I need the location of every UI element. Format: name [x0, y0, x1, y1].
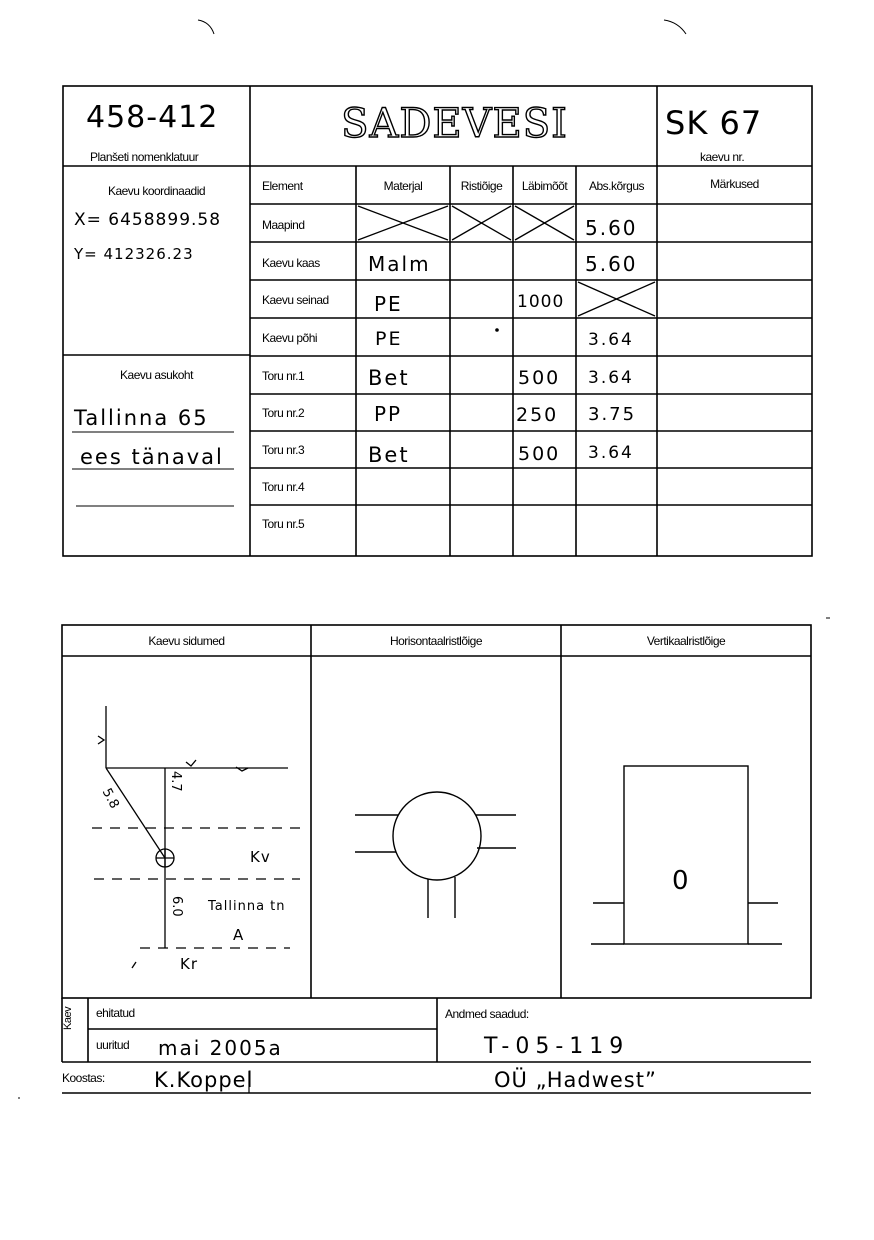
dimension-bottom: 6.0: [169, 896, 184, 917]
cell-material: PE: [374, 292, 403, 316]
dimension-right: 4.7: [168, 771, 183, 792]
col-header-elevation: Abs.kõrgus: [588, 179, 645, 193]
col-header-material: Materjal: [383, 179, 423, 193]
row-label: Toru nr.1: [262, 369, 305, 383]
cell-elevation: 5.60: [585, 216, 638, 240]
col-header-cross: Ristiõige: [460, 179, 503, 193]
cell-diameter: 500: [518, 443, 561, 465]
location-sketch: [92, 706, 306, 968]
coordinate-x: X= 6458899.58: [74, 210, 222, 230]
street-label: Tallinna tn: [208, 899, 286, 914]
cell-elevation: 3.75: [588, 404, 637, 425]
kr-label: Kr: [180, 955, 199, 973]
well-number-label: kaevu nr.: [700, 150, 745, 164]
cell-material: PE: [375, 328, 403, 350]
built-label: ehitatud: [96, 1006, 135, 1020]
company-value: OÜ „Hadwest”: [494, 1068, 657, 1092]
row-label: Toru nr.2: [262, 406, 305, 420]
cell-material: PP: [374, 402, 403, 426]
compiled-label: Koostas:: [62, 1071, 105, 1085]
data-source-value: T-05-119: [484, 1034, 630, 1059]
sketch-header-location: Kaevu sidumed: [148, 634, 225, 648]
vertical-section-symbol: 0: [672, 866, 689, 896]
dimension-left: 5.8: [98, 786, 122, 812]
cell-elevation: 3.64: [588, 330, 634, 350]
nomenclature-value: 458-412: [86, 100, 219, 135]
horizontal-section-drawing: [355, 792, 516, 918]
row-label: Toru nr.5: [262, 517, 305, 531]
cell-elevation: 3.64: [588, 443, 634, 463]
footer-side-label: Kaev: [62, 1006, 74, 1030]
row-label: Maapind: [262, 218, 305, 232]
row-label: Toru nr.4: [262, 480, 305, 494]
col-header-element: Element: [262, 179, 303, 193]
page-title: SADEVESI: [341, 101, 568, 147]
vertical-section-drawing: [591, 766, 782, 944]
cell-diameter: 1000: [517, 292, 565, 312]
compiled-value: K.Koppel: [154, 1068, 254, 1092]
col-header-diameter: Läbimõõt: [521, 179, 568, 193]
col-header-notes: Märkused: [710, 177, 759, 191]
coordinate-y: Y= 412326.23: [74, 245, 194, 263]
row-label: Kaevu põhi: [262, 331, 318, 345]
sketch-header-vertical: Vertikaalristlõige: [646, 634, 726, 648]
nomenclature-label: Planšeti nomenklatuur: [90, 150, 199, 164]
cell-diameter: 500: [518, 367, 561, 389]
cell-elevation: 3.64: [588, 368, 634, 388]
surveyed-value: mai 2005a: [158, 1036, 283, 1060]
cross-mark-maapind-material: [358, 206, 448, 240]
row-label: Toru nr.3: [262, 443, 305, 457]
location-line-2: ees tänaval: [80, 445, 224, 469]
data-source-label: Andmed saadud:: [445, 1007, 529, 1021]
kv-label: Kv: [250, 848, 271, 866]
location-label: Kaevu asukoht: [120, 368, 193, 382]
a-label: A: [233, 926, 246, 944]
cell-material: Malm: [368, 252, 431, 276]
coordinates-label: Kaevu koordinaadid: [107, 184, 206, 198]
row-label: Kaevu seinad: [262, 293, 329, 307]
row-label: Kaevu kaas: [262, 256, 320, 270]
well-number-value: SK 67: [665, 104, 763, 142]
cell-material: Bet: [368, 443, 410, 467]
cell-material: Bet: [368, 366, 410, 390]
sketch-header-horizontal: Horisontaalristlõige: [389, 634, 483, 648]
location-line-1: Tallinna 65: [74, 406, 209, 430]
surveyed-label: uuritud: [96, 1038, 130, 1052]
cell-elevation: 5.60: [585, 252, 638, 276]
cell-diameter: 250: [516, 404, 559, 426]
